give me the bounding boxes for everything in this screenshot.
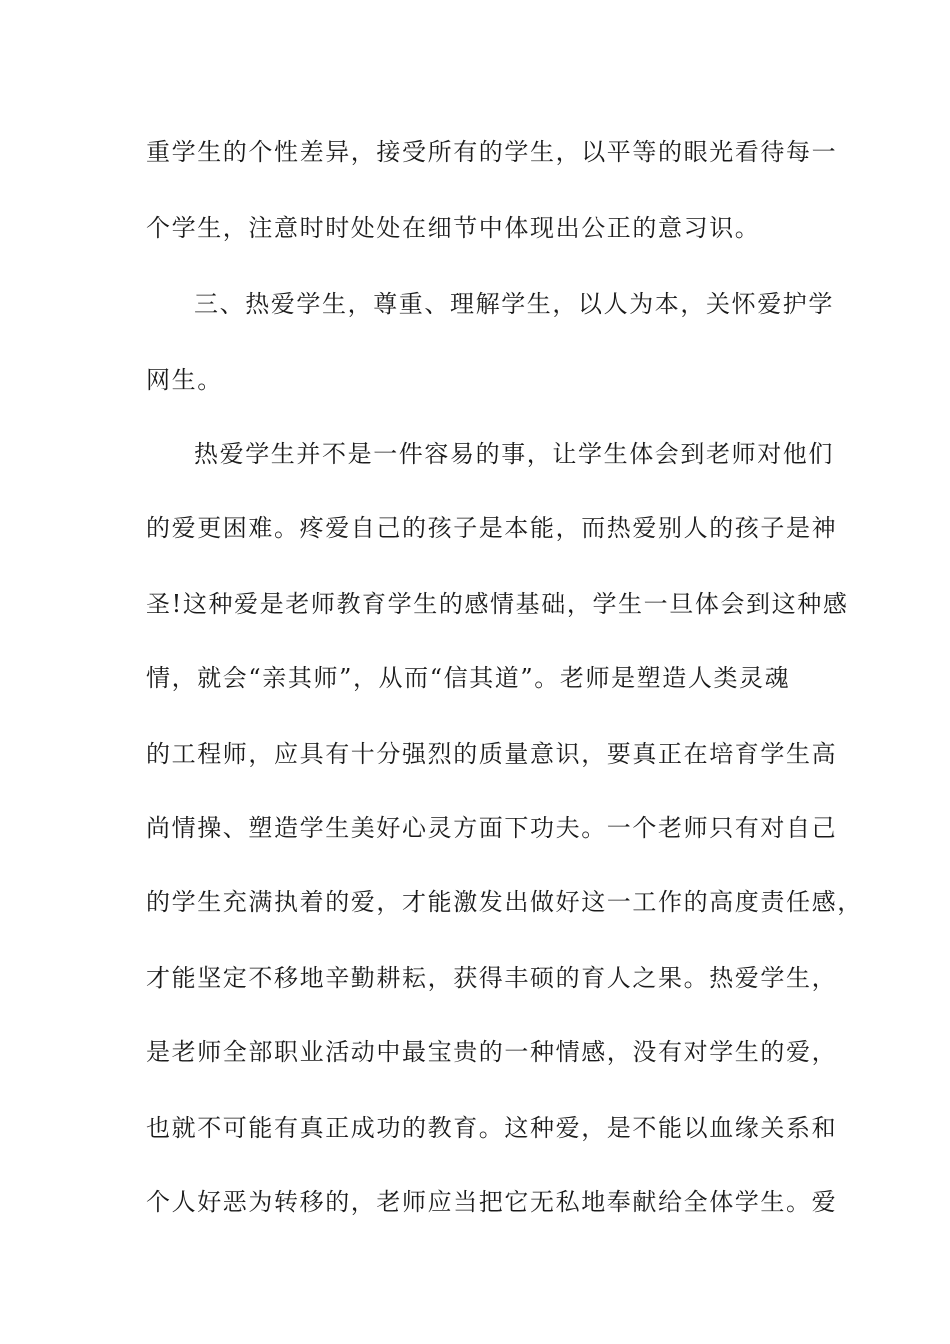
section-heading: 三、热爱学生，尊重、理解学生，以人为本，关怀爱护学 (194, 290, 834, 318)
paragraph-first-line: 热爱学生并不是一件容易的事，让学生体会到老师对他们 (194, 440, 834, 468)
text-line: 尚情操、塑造学生美好心灵方面下功夫。一个老师只有对自己 (146, 814, 838, 842)
text-line: 网生。 (146, 366, 223, 394)
text-line: 个人好恶为转移的，老师应当把它无私地奉献给全体学生。爱 (146, 1188, 838, 1216)
text-line: 圣!这种爱是老师教育学生的感情基础，学生一旦体会到这种感 (146, 590, 849, 618)
text-line: 也就不可能有真正成功的教育。这种爱，是不能以血缘关系和 (146, 1114, 838, 1142)
text-line: 才能坚定不移地辛勤耕耘，获得丰硕的育人之果。热爱学生， (146, 964, 838, 992)
text-line: 个学生，注意时时处处在细节中体现出公正的意习识。 (146, 214, 761, 242)
text-line: 的爱更困难。疼爱自己的孩子是本能，而热爱别人的孩子是神 (146, 514, 838, 542)
text-line: 是老师全部职业活动中最宝贵的一种情感，没有对学生的爱， (146, 1038, 838, 1066)
text-line: 的工程师，应具有十分强烈的质量意识，要真正在培育学生高 (146, 740, 838, 768)
text-line: 的学生充满执着的爱，才能激发出做好这一工作的高度责任感， (146, 888, 863, 916)
text-line: 情，就会“亲其师”，从而“信其道”。老师是塑造人类灵魂 (146, 664, 791, 692)
text-line: 重学生的个性差异，接受所有的学生，以平等的眼光看待每一 (146, 138, 838, 166)
